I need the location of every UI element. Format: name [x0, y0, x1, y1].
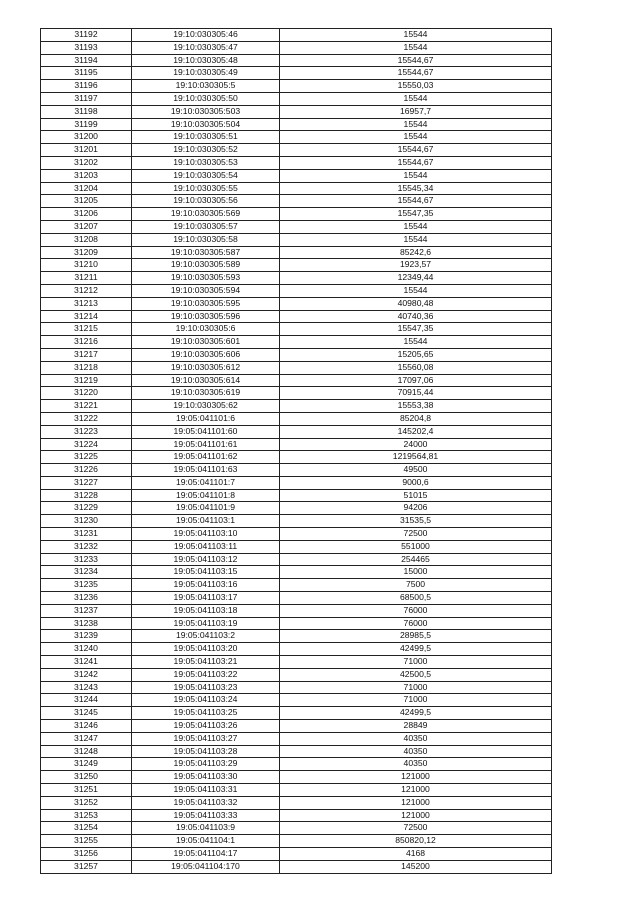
- row-number-cell: 31251: [41, 784, 132, 797]
- value-cell: 15544: [280, 233, 552, 246]
- table-row: [41, 630, 552, 643]
- table-row: [41, 387, 552, 400]
- table-row: [41, 464, 552, 477]
- value-cell: 85242,6: [280, 246, 552, 259]
- value-cell: 551000: [280, 540, 552, 553]
- table-row: [41, 348, 552, 361]
- row-number-cell: 31257: [41, 860, 132, 873]
- table-row: [41, 361, 552, 374]
- row-number-cell: 31221: [41, 400, 132, 413]
- value-cell: 31535,5: [280, 515, 552, 528]
- table-row: [41, 656, 552, 669]
- cadastral-number-cell: 19:05:041101:62: [132, 451, 280, 464]
- row-number-cell: 31253: [41, 809, 132, 822]
- table-row: [41, 220, 552, 233]
- value-cell: 94206: [280, 502, 552, 515]
- value-cell: 40350: [280, 758, 552, 771]
- value-cell: 121000: [280, 809, 552, 822]
- table-row: [41, 80, 552, 93]
- row-number-cell: 31226: [41, 464, 132, 477]
- value-cell: 24000: [280, 438, 552, 451]
- value-cell: 42499,5: [280, 643, 552, 656]
- row-number-cell: 31202: [41, 156, 132, 169]
- table-row: [41, 233, 552, 246]
- table-row: [41, 476, 552, 489]
- table-row: [41, 860, 552, 873]
- table-row: [41, 246, 552, 259]
- row-number-cell: 31250: [41, 771, 132, 784]
- cadastral-number-cell: 19:10:030305:593: [132, 272, 280, 285]
- cadastral-number-cell: 19:10:030305:46: [132, 29, 280, 42]
- row-number-cell: 31212: [41, 284, 132, 297]
- value-cell: 15544: [280, 169, 552, 182]
- row-number-cell: 31244: [41, 694, 132, 707]
- value-cell: 850820,12: [280, 835, 552, 848]
- value-cell: 40980,48: [280, 297, 552, 310]
- table-row: [41, 566, 552, 579]
- cadastral-number-cell: 19:05:041101:8: [132, 489, 280, 502]
- row-number-cell: 31233: [41, 553, 132, 566]
- table-row: [41, 297, 552, 310]
- value-cell: 51015: [280, 489, 552, 502]
- row-number-cell: 31211: [41, 272, 132, 285]
- value-cell: 72500: [280, 822, 552, 835]
- row-number-cell: 31237: [41, 604, 132, 617]
- table-row: [41, 105, 552, 118]
- table-row: [41, 784, 552, 797]
- value-cell: 15544: [280, 41, 552, 54]
- row-number-cell: 31195: [41, 67, 132, 80]
- value-cell: 15547,35: [280, 323, 552, 336]
- value-cell: 15000: [280, 566, 552, 579]
- value-cell: 15545,34: [280, 182, 552, 195]
- value-cell: 15544,67: [280, 54, 552, 67]
- cadastral-number-cell: 19:05:041103:23: [132, 681, 280, 694]
- table-row: [41, 489, 552, 502]
- row-number-cell: 31235: [41, 579, 132, 592]
- cadastral-number-cell: 19:10:030305:58: [132, 233, 280, 246]
- row-number-cell: 31194: [41, 54, 132, 67]
- row-number-cell: 31207: [41, 220, 132, 233]
- cadastral-number-cell: 19:05:041101:6: [132, 412, 280, 425]
- table-row: [41, 809, 552, 822]
- cadastral-number-cell: 19:05:041104:1: [132, 835, 280, 848]
- cadastral-number-cell: 19:10:030305:55: [132, 182, 280, 195]
- cadastral-number-cell: 19:10:030305:54: [132, 169, 280, 182]
- table-row: [41, 604, 552, 617]
- value-cell: 1923,57: [280, 259, 552, 272]
- cadastral-number-cell: 19:10:030305:596: [132, 310, 280, 323]
- data-table: [40, 28, 552, 874]
- value-cell: 76000: [280, 604, 552, 617]
- cadastral-number-cell: 19:05:041103:31: [132, 784, 280, 797]
- row-number-cell: 31196: [41, 80, 132, 93]
- value-cell: 4168: [280, 848, 552, 861]
- value-cell: 68500,5: [280, 592, 552, 605]
- row-number-cell: 31206: [41, 208, 132, 221]
- value-cell: 28985,5: [280, 630, 552, 643]
- cadastral-number-cell: 19:10:030305:6: [132, 323, 280, 336]
- table-row: [41, 169, 552, 182]
- row-number-cell: 31248: [41, 745, 132, 758]
- row-number-cell: 31218: [41, 361, 132, 374]
- row-number-cell: 31230: [41, 515, 132, 528]
- table-row: [41, 617, 552, 630]
- table-row: [41, 336, 552, 349]
- cadastral-number-cell: 19:05:041101:61: [132, 438, 280, 451]
- table-row: [41, 92, 552, 105]
- value-cell: 15544: [280, 131, 552, 144]
- value-cell: 254465: [280, 553, 552, 566]
- table-row: [41, 553, 552, 566]
- table-row: [41, 822, 552, 835]
- table-row: [41, 438, 552, 451]
- row-number-cell: 31246: [41, 720, 132, 733]
- cadastral-number-cell: 19:05:041103:12: [132, 553, 280, 566]
- cadastral-number-cell: 19:10:030305:48: [132, 54, 280, 67]
- table-row: [41, 118, 552, 131]
- cadastral-number-cell: 19:05:041101:9: [132, 502, 280, 515]
- cadastral-number-cell: 19:05:041103:29: [132, 758, 280, 771]
- cadastral-number-cell: 19:05:041101:7: [132, 476, 280, 489]
- value-cell: 121000: [280, 784, 552, 797]
- cadastral-number-cell: 19:10:030305:56: [132, 195, 280, 208]
- row-number-cell: 31252: [41, 796, 132, 809]
- table-body: [41, 29, 552, 874]
- table-row: [41, 720, 552, 733]
- value-cell: 70915,44: [280, 387, 552, 400]
- value-cell: 40350: [280, 732, 552, 745]
- row-number-cell: 31223: [41, 425, 132, 438]
- value-cell: 15560,08: [280, 361, 552, 374]
- cadastral-number-cell: 19:10:030305:57: [132, 220, 280, 233]
- row-number-cell: 31214: [41, 310, 132, 323]
- cadastral-number-cell: 19:05:041103:19: [132, 617, 280, 630]
- row-number-cell: 31210: [41, 259, 132, 272]
- table-row: [41, 502, 552, 515]
- cadastral-number-cell: 19:05:041101:60: [132, 425, 280, 438]
- cadastral-number-cell: 19:05:041103:10: [132, 528, 280, 541]
- cadastral-number-cell: 19:05:041103:22: [132, 668, 280, 681]
- cadastral-number-cell: 19:05:041103:9: [132, 822, 280, 835]
- cadastral-number-cell: 19:10:030305:49: [132, 67, 280, 80]
- row-number-cell: 31241: [41, 656, 132, 669]
- row-number-cell: 31224: [41, 438, 132, 451]
- row-number-cell: 31247: [41, 732, 132, 745]
- value-cell: 15544,67: [280, 144, 552, 157]
- cadastral-number-cell: 19:10:030305:47: [132, 41, 280, 54]
- cadastral-number-cell: 19:05:041104:17: [132, 848, 280, 861]
- row-number-cell: 31232: [41, 540, 132, 553]
- cadastral-number-cell: 19:10:030305:614: [132, 374, 280, 387]
- value-cell: 16957,7: [280, 105, 552, 118]
- cadastral-number-cell: 19:05:041103:24: [132, 694, 280, 707]
- row-number-cell: 31234: [41, 566, 132, 579]
- table-row: [41, 259, 552, 272]
- row-number-cell: 31249: [41, 758, 132, 771]
- value-cell: 15547,35: [280, 208, 552, 221]
- value-cell: 15544: [280, 118, 552, 131]
- row-number-cell: 31238: [41, 617, 132, 630]
- row-number-cell: 31227: [41, 476, 132, 489]
- row-number-cell: 31204: [41, 182, 132, 195]
- cadastral-number-cell: 19:05:041103:30: [132, 771, 280, 784]
- row-number-cell: 31193: [41, 41, 132, 54]
- value-cell: 15205,65: [280, 348, 552, 361]
- table-row: [41, 400, 552, 413]
- cadastral-number-cell: 19:05:041103:33: [132, 809, 280, 822]
- row-number-cell: 31208: [41, 233, 132, 246]
- row-number-cell: 31256: [41, 848, 132, 861]
- table-row: [41, 208, 552, 221]
- value-cell: 15544,67: [280, 156, 552, 169]
- cadastral-number-cell: 19:05:041103:17: [132, 592, 280, 605]
- table-row: [41, 374, 552, 387]
- row-number-cell: 31219: [41, 374, 132, 387]
- value-cell: 15550,03: [280, 80, 552, 93]
- cadastral-number-cell: 19:10:030305:50: [132, 92, 280, 105]
- value-cell: 17097,06: [280, 374, 552, 387]
- table-row: [41, 515, 552, 528]
- value-cell: 9000,6: [280, 476, 552, 489]
- table-row: [41, 835, 552, 848]
- table-row: [41, 579, 552, 592]
- cadastral-number-cell: 19:05:041103:11: [132, 540, 280, 553]
- row-number-cell: 31229: [41, 502, 132, 515]
- cadastral-number-cell: 19:10:030305:503: [132, 105, 280, 118]
- row-number-cell: 31197: [41, 92, 132, 105]
- table-row: [41, 144, 552, 157]
- cadastral-number-cell: 19:10:030305:619: [132, 387, 280, 400]
- value-cell: 72500: [280, 528, 552, 541]
- cadastral-number-cell: 19:10:030305:587: [132, 246, 280, 259]
- table-row: [41, 528, 552, 541]
- table-row: [41, 451, 552, 464]
- table-row: [41, 412, 552, 425]
- row-number-cell: 31209: [41, 246, 132, 259]
- row-number-cell: 31201: [41, 144, 132, 157]
- cadastral-number-cell: 19:10:030305:595: [132, 297, 280, 310]
- row-number-cell: 31239: [41, 630, 132, 643]
- row-number-cell: 31198: [41, 105, 132, 118]
- row-number-cell: 31231: [41, 528, 132, 541]
- row-number-cell: 31217: [41, 348, 132, 361]
- value-cell: 40350: [280, 745, 552, 758]
- cadastral-number-cell: 19:10:030305:589: [132, 259, 280, 272]
- table-row: [41, 54, 552, 67]
- table-row: [41, 643, 552, 656]
- cadastral-number-cell: 19:10:030305:606: [132, 348, 280, 361]
- value-cell: 15553,38: [280, 400, 552, 413]
- value-cell: 76000: [280, 617, 552, 630]
- cadastral-number-cell: 19:10:030305:62: [132, 400, 280, 413]
- table-row: [41, 284, 552, 297]
- row-number-cell: 31192: [41, 29, 132, 42]
- row-number-cell: 31225: [41, 451, 132, 464]
- table-row: [41, 732, 552, 745]
- table-row: [41, 668, 552, 681]
- row-number-cell: 31199: [41, 118, 132, 131]
- row-number-cell: 31243: [41, 681, 132, 694]
- row-number-cell: 31213: [41, 297, 132, 310]
- cadastral-number-cell: 19:05:041103:16: [132, 579, 280, 592]
- value-cell: 1219564,81: [280, 451, 552, 464]
- cadastral-number-cell: 19:10:030305:53: [132, 156, 280, 169]
- value-cell: 15544: [280, 220, 552, 233]
- table-row: [41, 707, 552, 720]
- value-cell: 121000: [280, 771, 552, 784]
- table-row: [41, 425, 552, 438]
- row-number-cell: 31254: [41, 822, 132, 835]
- table-row: [41, 592, 552, 605]
- cadastral-number-cell: 19:05:041103:32: [132, 796, 280, 809]
- cadastral-number-cell: 19:10:030305:569: [132, 208, 280, 221]
- value-cell: 71000: [280, 694, 552, 707]
- value-cell: 15544,67: [280, 195, 552, 208]
- value-cell: 42499,5: [280, 707, 552, 720]
- value-cell: 15544: [280, 284, 552, 297]
- table-row: [41, 796, 552, 809]
- cadastral-number-cell: 19:10:030305:594: [132, 284, 280, 297]
- table-row: [41, 182, 552, 195]
- cadastral-number-cell: 19:10:030305:601: [132, 336, 280, 349]
- table-row: [41, 41, 552, 54]
- table-row: [41, 771, 552, 784]
- table-row: [41, 272, 552, 285]
- row-number-cell: 31255: [41, 835, 132, 848]
- cadastral-number-cell: 19:05:041103:20: [132, 643, 280, 656]
- cadastral-number-cell: 19:10:030305:5: [132, 80, 280, 93]
- row-number-cell: 31216: [41, 336, 132, 349]
- cadastral-number-cell: 19:05:041103:25: [132, 707, 280, 720]
- value-cell: 15544,67: [280, 67, 552, 80]
- value-cell: 71000: [280, 681, 552, 694]
- table-row: [41, 29, 552, 42]
- cadastral-number-cell: 19:10:030305:51: [132, 131, 280, 144]
- cadastral-number-cell: 19:05:041104:170: [132, 860, 280, 873]
- row-number-cell: 31245: [41, 707, 132, 720]
- row-number-cell: 31220: [41, 387, 132, 400]
- value-cell: 15544: [280, 92, 552, 105]
- value-cell: 85204,8: [280, 412, 552, 425]
- value-cell: 121000: [280, 796, 552, 809]
- value-cell: 12349,44: [280, 272, 552, 285]
- table-row: [41, 540, 552, 553]
- row-number-cell: 31228: [41, 489, 132, 502]
- cadastral-number-cell: 19:05:041103:26: [132, 720, 280, 733]
- row-number-cell: 31215: [41, 323, 132, 336]
- cadastral-number-cell: 19:05:041103:2: [132, 630, 280, 643]
- value-cell: 40740,36: [280, 310, 552, 323]
- value-cell: 49500: [280, 464, 552, 477]
- table-row: [41, 848, 552, 861]
- cadastral-number-cell: 19:05:041103:28: [132, 745, 280, 758]
- row-number-cell: 31242: [41, 668, 132, 681]
- cadastral-number-cell: 19:05:041103:18: [132, 604, 280, 617]
- cadastral-number-cell: 19:05:041103:1: [132, 515, 280, 528]
- cadastral-number-cell: 19:05:041103:21: [132, 656, 280, 669]
- value-cell: 28849: [280, 720, 552, 733]
- row-number-cell: 31205: [41, 195, 132, 208]
- table-row: [41, 156, 552, 169]
- value-cell: 71000: [280, 656, 552, 669]
- row-number-cell: 31200: [41, 131, 132, 144]
- cadastral-number-cell: 19:10:030305:52: [132, 144, 280, 157]
- table-row: [41, 323, 552, 336]
- row-number-cell: 31222: [41, 412, 132, 425]
- cadastral-number-cell: 19:05:041103:27: [132, 732, 280, 745]
- table-row: [41, 681, 552, 694]
- table-row: [41, 67, 552, 80]
- value-cell: 145202,4: [280, 425, 552, 438]
- row-number-cell: 31203: [41, 169, 132, 182]
- value-cell: 145200: [280, 860, 552, 873]
- row-number-cell: 31240: [41, 643, 132, 656]
- value-cell: 15544: [280, 336, 552, 349]
- table-row: [41, 758, 552, 771]
- cadastral-number-cell: 19:10:030305:612: [132, 361, 280, 374]
- table-row: [41, 694, 552, 707]
- value-cell: 15544: [280, 29, 552, 42]
- table-row: [41, 745, 552, 758]
- table-row: [41, 131, 552, 144]
- table-row: [41, 195, 552, 208]
- cadastral-number-cell: 19:05:041101:63: [132, 464, 280, 477]
- value-cell: 7500: [280, 579, 552, 592]
- cadastral-number-cell: 19:05:041103:15: [132, 566, 280, 579]
- table-row: [41, 310, 552, 323]
- row-number-cell: 31236: [41, 592, 132, 605]
- cadastral-number-cell: 19:10:030305:504: [132, 118, 280, 131]
- value-cell: 42500,5: [280, 668, 552, 681]
